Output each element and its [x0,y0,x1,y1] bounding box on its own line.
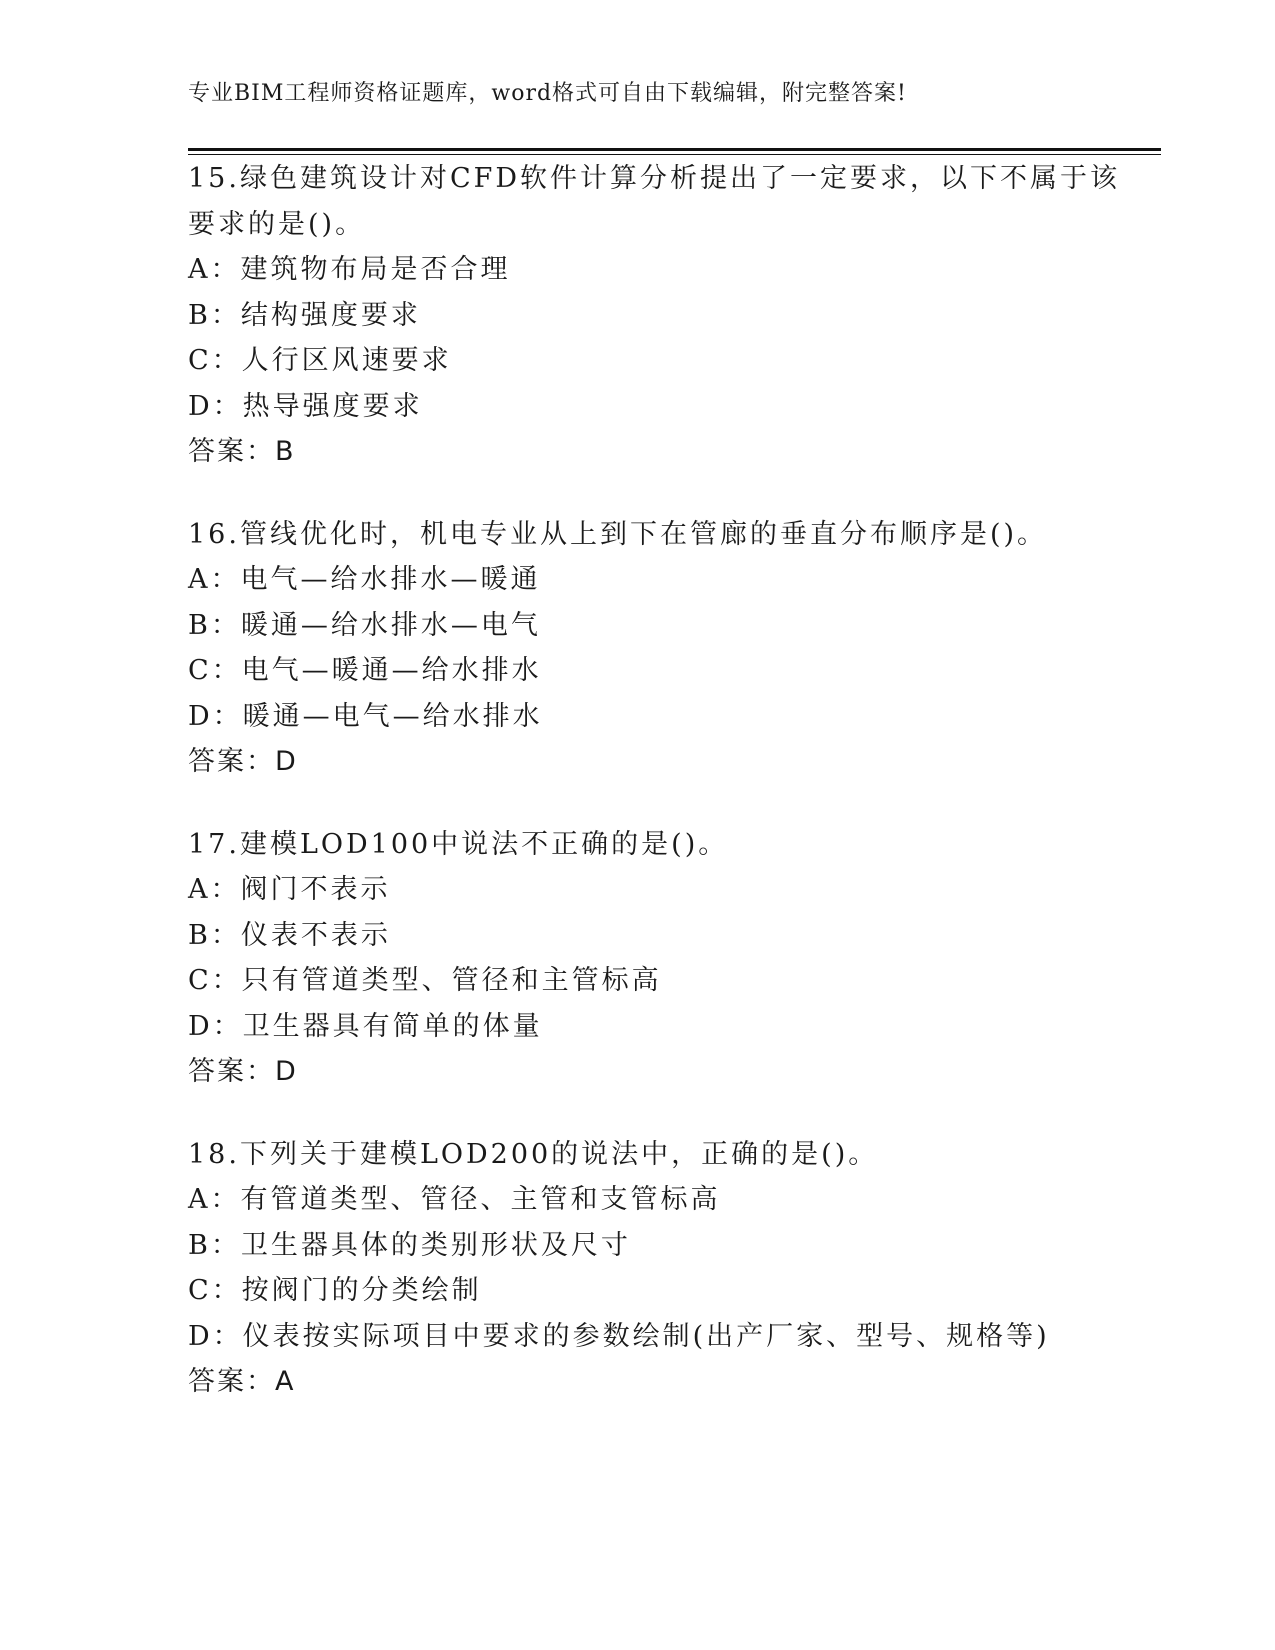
option-c: C：只有管道类型、管径和主管标高 [188,965,662,996]
option-d: D：仪表按实际项目中要求的参数绘制(出产厂家、型号、规格等) [188,1320,1050,1352]
option-b: B：卫生器具体的类别形状及尺寸 [188,1229,631,1261]
option-a: A：建筑物布局是否合理 [188,254,511,285]
answer: 答案：D [188,746,298,777]
question-16 [188,512,1148,785]
page-header: 专业BIM工程师资格证题库，word格式可自由下载编辑，附完整答案! [188,81,907,106]
option-a: A：电气—给水排水—暖通 [188,564,541,595]
answer: 答案：A [188,1366,296,1397]
option-a: A：阀门不表示 [188,874,391,905]
question-15 [188,156,1148,475]
option-a: A：有管道类型、管径、主管和支管标高 [188,1184,721,1215]
option-d: D：热导强度要求 [188,390,423,422]
option-d: D：暖通—电气—给水排水 [188,700,543,732]
answer: 答案：D [188,1056,298,1087]
header-rule-thin [188,154,1161,155]
answer: 答案：B [188,436,296,467]
option-b: B：仪表不表示 [188,919,391,951]
option-c: C：电气—暖通—给水排水 [188,655,542,686]
question-list [188,156,1148,1442]
option-c: C：人行区风速要求 [188,345,452,376]
question-stem: 17.建模LOD100中说法不正确的是()。 [188,828,729,860]
question-stem: 16.管线优化时，机电专业从上到下在管廊的垂直分布顺序是()。 [188,518,1048,550]
question-17 [188,822,1148,1095]
option-b: B：结构强度要求 [188,299,421,331]
question-stem: 15.绿色建筑设计对CFD软件计算分析提出了一定要求，以下不属于该 [188,163,1120,194]
option-b: B：暖通—给水排水—电气 [188,609,541,641]
option-d: D：卫生器具有简单的体量 [188,1010,543,1042]
question-stem: 18.下列关于建模LOD200的说法中，正确的是()。 [188,1138,879,1170]
question-stem: 要求的是()。 [188,208,366,240]
option-c: C：按阀门的分类绘制 [188,1275,482,1306]
question-18 [188,1132,1148,1405]
header-rule-thick [188,148,1161,151]
